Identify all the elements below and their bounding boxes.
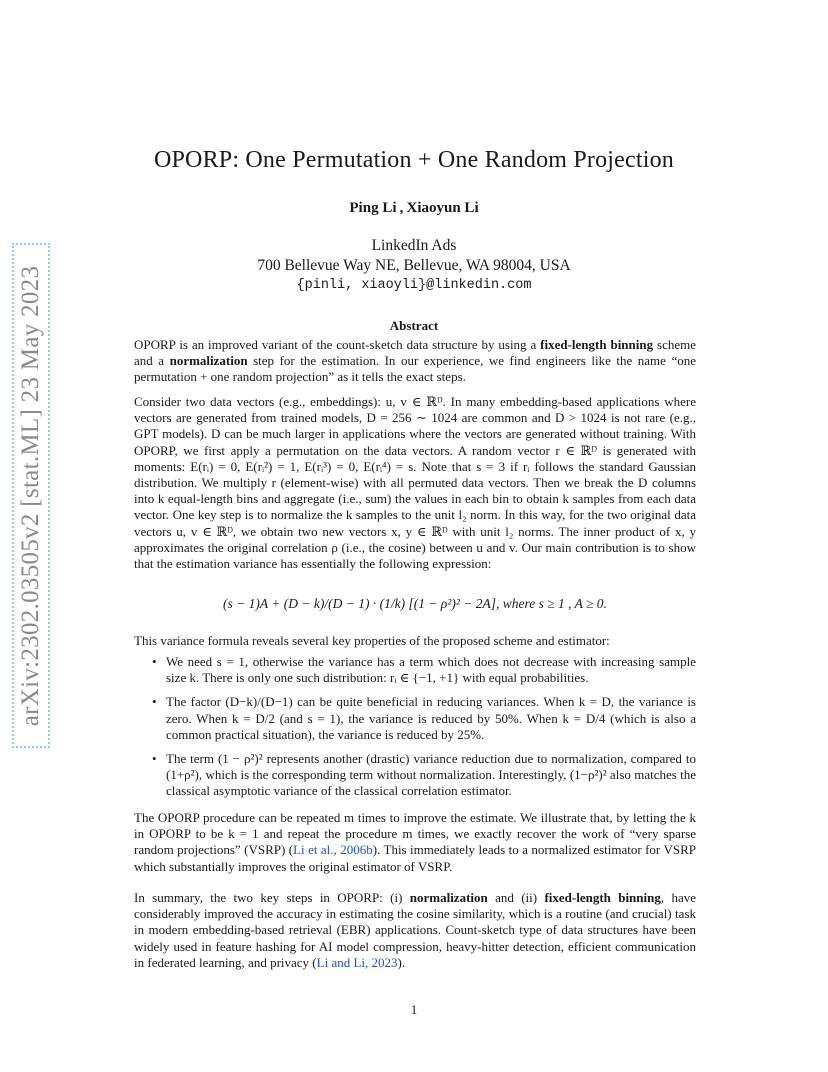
- author-name: Xiaoyun Li: [406, 200, 479, 216]
- citation-link[interactable]: Li and Li, 2023: [316, 954, 398, 970]
- abstract-paragraph-3: This variance formula reveals several key properties of the proposed scheme and estimator:: [134, 633, 610, 648]
- author-list: Ping Li , Xiaoyun Li: [349, 200, 479, 216]
- abstract-paragraph-6: In summary, the two key steps in OPORP: (i) normalization and (ii) fixed-length binning, have considerably improved the accuracy in estimating the cosine similarity, which is a routine (and crucial) task in modern embedding-based retrieval (EBR) applications. Count-sketch type of data structures have been widely used in feature hashing for AI model compression, heavy-hitter detection, efficient communication in federated learning, and privacy (Li and Li, 2023).: [134, 890, 697, 970]
- address: 700 Bellevue Way NE, Bellevue, WA 98004, USA: [257, 257, 571, 274]
- abstract-heading: Abstract: [389, 318, 439, 333]
- affiliation-block: [0, 236, 828, 296]
- page-number: 1: [410, 1002, 418, 1017]
- abstract-paragraph-2: Consider two data vectors (e.g., embeddings): u, v ∈ ℝᴰ. In many embedding-based applications where vectors are generated from trained models, D = 256 ∼ 1024 are common and D > 1024 is not rare (e.g., GPT models). D can be much larger in applications where the vectors are generated without training. With OPORP, we first apply a permutation on the data vectors. A random vector r ∈ ℝᴰ is generated with moments: E(rᵢ) = 0, E(rᵢ²) = 1, E(rᵢ³) = 0, E(rᵢ⁴) = s. Note that s = 3 if rᵢ follows the standard Gaussian distribution. We multiply r (element-wise) with all permuted data vectors. Then we break the D columns into k equal-length bins and aggregate (i.e., sum) the values in each bin to obtain k samples from each data vector. One key step is to normalize the k samples to the unit l₂ norm. In this way, for the two original data vectors u, v ∈ ℝᴰ, we obtain two new vectors x, y ∈ ℝᴰ with unit l₂ norms. The inner product of x, y approximates the original correlation ρ (i.e., the cosine) between u and v. Our main contribution is to show that the estimation variance has essentially the following expression:: [134, 394, 696, 572]
- abstract-paragraph-5: The OPORP procedure can be repeated m times to improve the estimate. We illustrate that, by letting the k in OPORP to be k = 1 and repeat the procedure m times, we exactly recover the work of “very sparse random projections” (VSRP) (Li et al., 2006b). This immediately leads to a normalized estimator for VSRP which substantially improves the original estimator of VSRP.: [134, 810, 696, 874]
- variance-equation: (s − 1)A + (D − k)/(D − 1) · (1/k) [(1 − ρ²)² − 2A], where s ≥ 1 , A ≥ 0.: [223, 596, 607, 611]
- affiliation: LinkedIn Ads: [371, 237, 457, 254]
- list-item: • The term (1 − ρ²)² represents another (drastic) variance reduction due to normalization, compared to (1+ρ²), which is the corresponding term without normalization. Interestingly, (1−ρ²)² also matches the classical asymptotic variance of the classical correlation estimator.: [152, 751, 696, 799]
- email: {pinli, xiaoyli}@linkedin.com: [296, 278, 532, 293]
- list-item: • We need s = 1, otherwise the variance has a term which does not decrease with increasing sample size k. There is only one such distribution: rᵢ ∈ {−1, +1} with equal probabilities.: [152, 654, 696, 686]
- citation-link[interactable]: Li et al., 2006b: [293, 842, 373, 858]
- arxiv-stamp-text: arXiv:2302.03505v2 [stat.ML] 23 May 2023: [17, 265, 44, 727]
- abstract-paragraph-1: OPORP is an improved variant of the count-sketch data structure by using a fixed-length binning scheme and a normalization step for the estimation. In our experience, we find engineers like the name “one permutation + one random projection” as it tells the exact steps.: [134, 337, 696, 385]
- author-name: Ping Li: [349, 200, 397, 216]
- paper-title: OPORP: One Permutation + One Random Projection: [153, 147, 675, 173]
- list-item: • The factor (D−k)/(D−1) can be quite beneficial in reducing variances. When k = D, the variance is zero. When k = D/2 (and s = 1), the variance is reduced by 50%. When k = D/4 (which is also a common practical situation), the variance is reduced by 25%.: [152, 694, 696, 742]
- property-list: [134, 654, 696, 808]
